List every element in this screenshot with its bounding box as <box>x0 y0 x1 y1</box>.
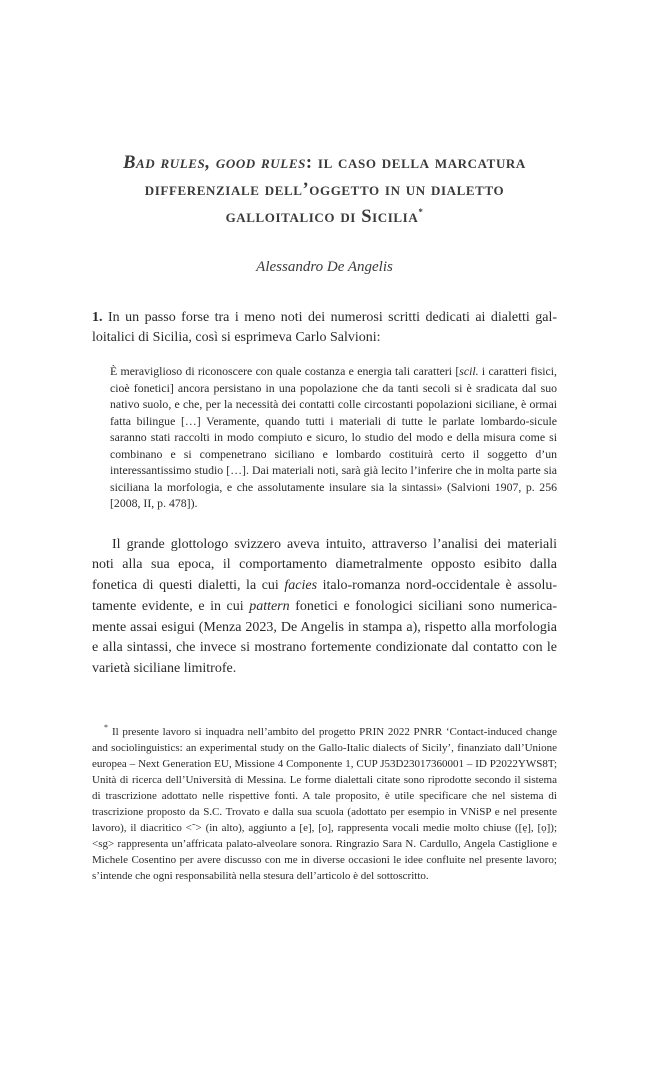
title-footnote-mark[interactable]: * <box>418 206 424 217</box>
paragraph-1 <box>92 308 557 348</box>
paragraph-2-b: italo-romanza nord-occidentale è assolutamente evidente, e in cui <box>92 578 558 614</box>
article-title <box>92 150 557 231</box>
section-number: 1. <box>92 310 103 325</box>
paragraph-2-c: fonetici e fonologici siciliani sono numericamente assai esigui (Menza 2023, De Angelis in stampa a), rispetto alla morfologia e alla sintassi, che invece si mostrano fortemente condizionate dal contatto con le varietà siciliane limitrofe. <box>92 598 557 677</box>
paragraph-2-a: Il grande glottologo svizzero aveva intuito, attraverso l’analisi dei materiali noti alla sua epoca, il comportamento diametralmente opposto esibito dalla fonetica di questi dialetti, la cui <box>92 536 557 594</box>
author-name: Alessandro De Angelis <box>256 259 393 275</box>
term-facies: facies <box>284 578 318 594</box>
block-quote <box>110 363 557 512</box>
title-italic-part: Bad rules, good rules <box>123 153 306 173</box>
title-main-part: : il caso della marcatura differenziale dell’oggetto in un dialetto galloitalico di Sicilia <box>144 153 526 227</box>
term-pattern: pattern <box>249 598 290 614</box>
footnote <box>92 724 557 884</box>
quote-text-before: È meraviglioso di riconoscere con quale costanza e energia tali caratteri [ <box>110 364 460 378</box>
page <box>0 150 650 1069</box>
quote-text-after: i caratteri fisici, cioè fonetici] ancora persistano in una popolazione che da tanti secoli si è sradicata dal suo nativo suolo, e che, per la necessità dei contatti colle circostanti popolazioni siciliane, è ormai fatta bilingue […] Veramente, quando tutti i materiali di tutte le parlate lombardo-sicule saranno stati raccolti in modo compiuto e sicuro, lo studio del modo e della misura come si combinano e si compenetrano siciliano e lombardo costituirà certo il soggetto d’un interessantissimo studio […]. Dai materiali noti, sarà già lecito l’inferire che in molta parte sia siciliana la morfologia, e che assolutamente insulare sia la sintassi» (Salvioni 1907, p. 256 [2008, II, p. 478]). <box>110 364 557 510</box>
quote-scil: scil. <box>459 364 479 378</box>
paragraph-2 <box>92 535 557 681</box>
footnote-mark: * <box>104 723 108 733</box>
footnote-text: Il presente lavoro si inquadra nell’ambito del progetto PRIN 2022 PNRR ‘Contact-induced change and sociolinguistics: an experimental study on the Gallo-Italic dialects of Sicily’, finanziato dall’Unione europea – Next Generation EU, Missione 4 Componente 1, CUP J53D23017360001 – ID P2022YWS8T; Unità di ricerca dell’Università di Messina. Le forme dialettali citate sono riprodotte secondo il sistema di trascrizione adottato nelle rispettive fonti. A tale proposito, è utile specificare che nel sistema di trascrizione proposto da S.C. Trovato e dalla sua scuola (adottato per esempio in VNiSP e nel presente lavoro), il diacritico <˜> (in alto), aggiunto a [e], [o], rappresenta vocali medie molto chiuse ([ẹ], [ọ]); <sg> rappresenta un’affricata palato-alveolare sonora. Ringrazio Sara N. Cardullo, Angela Castiglione e Michele Cosentino per avere discusso con me in diverse occasioni le idee confluite nel presente lavoro; s’intende che ogni responsabilità nella stesura dell’articolo è del sottoscritto. <box>92 726 557 883</box>
paragraph-1-text: In un passo forse tra i meno noti dei numerosi scritti dedicati ai dialetti galloitalici di Sicilia, così si esprimeva Carlo Salvioni: <box>92 310 558 345</box>
